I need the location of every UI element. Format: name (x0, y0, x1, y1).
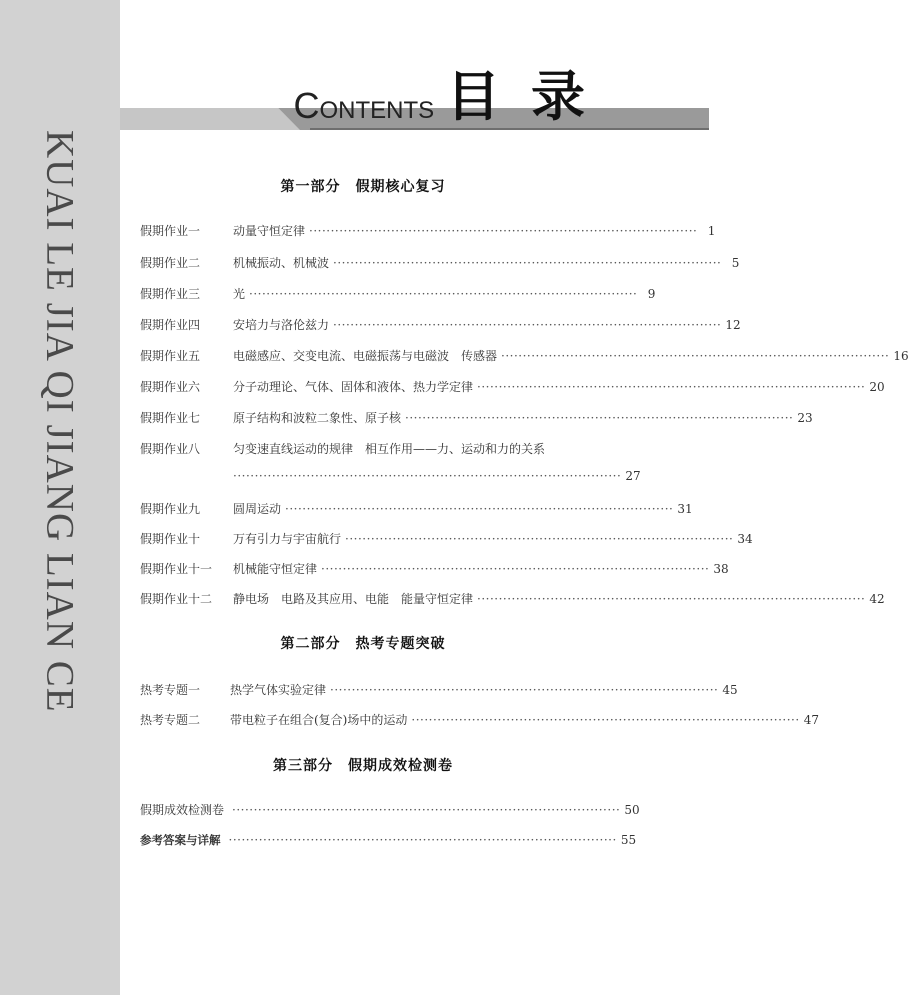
leader-dots: ·························································································· (333, 318, 722, 332)
leader-dots: ·························································································· (501, 349, 890, 363)
toc-section-2 (140, 633, 586, 653)
toc-item[interactable]: 参考答案与详解 ·························································································· 55 (140, 833, 637, 847)
toc-item[interactable]: 假期作业十 万有引力与宇宙航行 ·························································································· 34 (140, 532, 753, 546)
leader-dots: ·························································································· (477, 380, 866, 394)
leader-dots: ·························································································· (232, 803, 621, 817)
leader-dots: ·························································································· (249, 287, 638, 301)
leader-dots: ·························································································· (233, 469, 622, 483)
header-wedge (120, 108, 300, 130)
contents-word: CONTENTS (293, 85, 435, 126)
toc-item[interactable]: 假期作业五 电磁感应、交变电流、电磁振荡与电磁波 传感器 ·························································································· 16 (140, 349, 909, 363)
leader-dots: ·························································································· (330, 683, 719, 697)
leader-dots: ·························································································· (333, 256, 722, 270)
toc-item[interactable]: 假期作业十二 静电场 电路及其应用、电能 能量守恒定律 ·························································································· 42 (140, 592, 885, 606)
toc-item[interactable]: 假期作业七 原子结构和波粒二象性、原子核 ·························································································· 23 (140, 411, 813, 425)
section-title: 第一部分 假期核心复习 (280, 179, 446, 195)
toc-item[interactable]: 假期作业一 动量守恒定律 ·························································································· 1 (140, 224, 716, 238)
toc-item[interactable]: 假期作业六 分子动理论、气体、固体和液体、热力学定律 ·························································································· 20 (140, 380, 885, 394)
toc-section-3 (140, 755, 586, 775)
leader-dots: ·························································································· (411, 713, 800, 727)
toc-section-1 (140, 176, 586, 196)
leader-dots: ·························································································· (405, 411, 794, 425)
toc-item[interactable]: 假期作业四 安培力与洛伦兹力 ·························································································· 12 (140, 318, 741, 332)
side-vertical-text: KUAI LE JIA QI JIANG LIAN CE (38, 130, 82, 713)
section-title: 第二部分 热考专题突破 (280, 636, 446, 652)
section-title: 第三部分 假期成效检测卷 (273, 758, 453, 774)
toc-item[interactable]: 假期作业八 匀变速直线运动的规律 相互作用——力、运动和力的关系 (140, 442, 546, 456)
leader-dots: ·························································································· (321, 562, 710, 576)
toc-item[interactable]: 热考专题一 热学气体实验定律 ·························································································· 45 (140, 683, 738, 697)
leader-dots: ·························································································· (309, 224, 698, 238)
toc-item[interactable]: 假期作业十一 机械能守恒定律 ·························································································· 38 (140, 562, 729, 576)
toc-item[interactable]: 热考专题二 带电粒子在组合(复合)场中的运动 ·························································································· 47 (140, 713, 819, 727)
toc-item[interactable]: 假期作业三 光 ·························································································· 9 (140, 287, 656, 301)
title-chinese: 目 录 (446, 65, 591, 128)
toc-item[interactable]: 假期成效检测卷 ·························································································· 50 (140, 803, 640, 817)
page-title (293, 65, 591, 128)
toc-item[interactable]: 假期作业九 圆周运动 ·························································································· 31 (140, 502, 693, 516)
leader-dots: ·························································································· (345, 532, 734, 546)
toc-item[interactable]: 假期作业二 机械振动、机械波 ·························································································· 5 (140, 256, 740, 270)
toc-item-continuation[interactable]: ·························································································· 27 (233, 469, 641, 483)
leader-dots: ·························································································· (228, 833, 617, 847)
header-rule (310, 128, 709, 130)
leader-dots: ·························································································· (285, 502, 674, 516)
leader-dots: ·························································································· (477, 592, 866, 606)
